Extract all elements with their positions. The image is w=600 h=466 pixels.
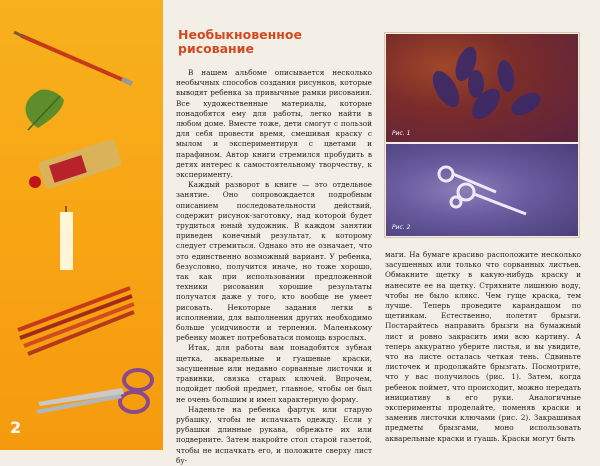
text-column-left: [176, 68, 372, 465]
pencils-icon: [18, 288, 134, 354]
candle-icon: [60, 206, 73, 270]
figure-1: [386, 34, 578, 142]
paragraph: В нашем альбоме описывается несколько необычных способов создания рисунков, которые выводят ребенка за привычные рамки рисования. Все художественные материалы, которые понадобятся ему для работы, легко найти в любом доме. Вместе тоже, дети смогут с пользой для себя провести время, смешивая краску с мылом и экспериментируя с цветами и парафином. Автор книги стремился пробудить в детях интерес к самостоятельному творчеству, к эксперименту.: [176, 68, 372, 180]
paintbrush-icon: [14, 32, 132, 84]
leaf-silhouettes: [386, 34, 578, 142]
scissors-icon: [36, 370, 152, 414]
sidebar-illustrations: [0, 0, 163, 450]
key-silhouettes: [386, 144, 578, 236]
page-title: Необыкновенное рисование: [178, 27, 302, 56]
figure-2-caption: Рис. 2: [392, 224, 411, 231]
leaf-icon: [26, 89, 65, 130]
page-number: 2: [10, 418, 22, 437]
paragraph: маги. На бумаге красиво расположите несколько засушенных или только что сорванных листьев. Обмакните щетку в какую-нибудь краску и нанесите ее на щетку. Стряхните лишнюю воду, чтобы не было клякс. Чем гуще краска, тем лучше. Теперь проведите карандашом по щетинкам. Естественно, полетят брызги. Постарайтесь направить брызги на бумажный лист и ровно закрасить ими всю картину. А теперь аккуратно уберите листья, и вы увидите, что на листе осталась четкая тень. Сдвиньте листочек и продолжайте брызгать. Посмотрите, что у вас получилось (рис. 1). Затем, когда ребенок поймет, что происходит, можно передать инициативу в его руки. Аналогичные эксперименты проделайте, поменяв краски и заменив листочки ключами (рис. 2). Закрашивая предметы брызгами, моно использовать акварельные краски и гуашь. Краски могут быть: [385, 250, 581, 443]
paragraph: Каждый разворот в книге — это отдельное занятие. Оно сопровождается подробным описанием последовательности действий, содержит рисунок-заготовку, над которой будет трудиться юный художник. В каждом занятии приведен конечный результат, к которому следует стремиться. Однако это не означает, что это единственно возможный вариант. У ребенка, безусловно, получится иначе, но тоже хорошо, так как при использовании предложенной техники рисования хорошие результаты получатся даже у того, кто вообще не умеет рисовать. Некоторые задания легки в исполнении, для выполнения других необходимо больше усидчивости и терпения. Маленькому ребенку может потребоваться помощь взрослых.: [176, 180, 372, 343]
paragraph: Наденьте на ребенка фартук или старую рубашку, чтобы не испачкать одежду. Если у рубашки длинные рукава, обрежьте их или подверните. Затем накройте стол старой газетой, чтобы не испачкать его, и положите сверху лист бу-: [176, 404, 372, 465]
text-column-right: [385, 250, 581, 448]
tools-illustration: [0, 0, 163, 450]
figure-1-caption: Рис. 1: [392, 130, 411, 137]
paragraph: Итак, для работы вам понадобятся зубная щетка, акварельные и гуашевые краски, засушенные или недавно сорванные листочки и травинки, связка старых ключей. Впрочем, подойдет любой предмет, главное, чтобы он был не очень большим и имел характерную форму.: [176, 343, 372, 404]
figure-2: [386, 144, 578, 236]
paint-tube-icon: [29, 138, 122, 189]
